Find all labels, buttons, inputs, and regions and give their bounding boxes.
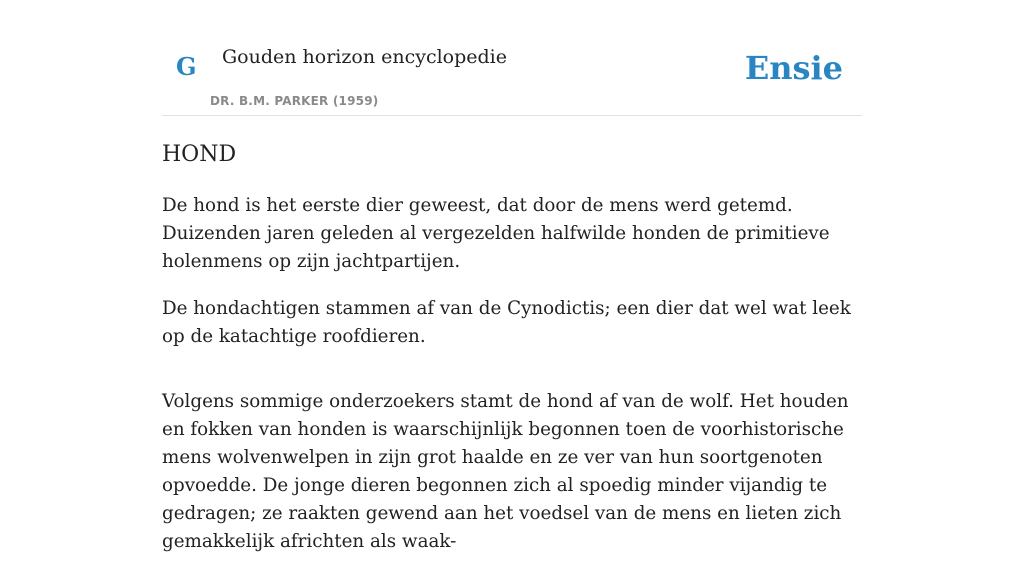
source-header	[162, 0, 862, 116]
book-title[interactable]: Gouden horizon encyclopedie	[222, 46, 507, 68]
article	[162, 140, 862, 575]
ensie-logo[interactable]: Ensie	[744, 49, 843, 87]
source-logo-icon[interactable]: G	[176, 52, 197, 81]
article-paragraph: Volgens sommige onderzoekers stamt de hond af van de wolf. Het houden en fokken van honden is waarschijnlijk begonnen toen de voorhistorische mens wolvenwelpen in zijn grot haalde en ze ver van hun soortgenoten opvoedde. De jonge dieren begonnen zich al spoedig minder vijandig te gedragen; ze raakten gewend aan het voedsel van de mens en lieten zich gemakkelijk africhten als waak-	[162, 391, 849, 552]
article-paragraph: De hond is het eerste dier geweest, dat door de mens werd getemd. Duizenden jaren geleden al vergezelden halfwilde honden de primitieve holenmens op zijn jachtpartijen.	[162, 195, 830, 272]
entry-title: HOND	[162, 142, 237, 167]
article-paragraph: De hondachtigen stammen af van de Cynodictis; een dier dat wel wat leek op de katachtige roofdieren.	[162, 298, 851, 347]
book-author: DR. B.M. PARKER (1959)	[210, 94, 379, 108]
